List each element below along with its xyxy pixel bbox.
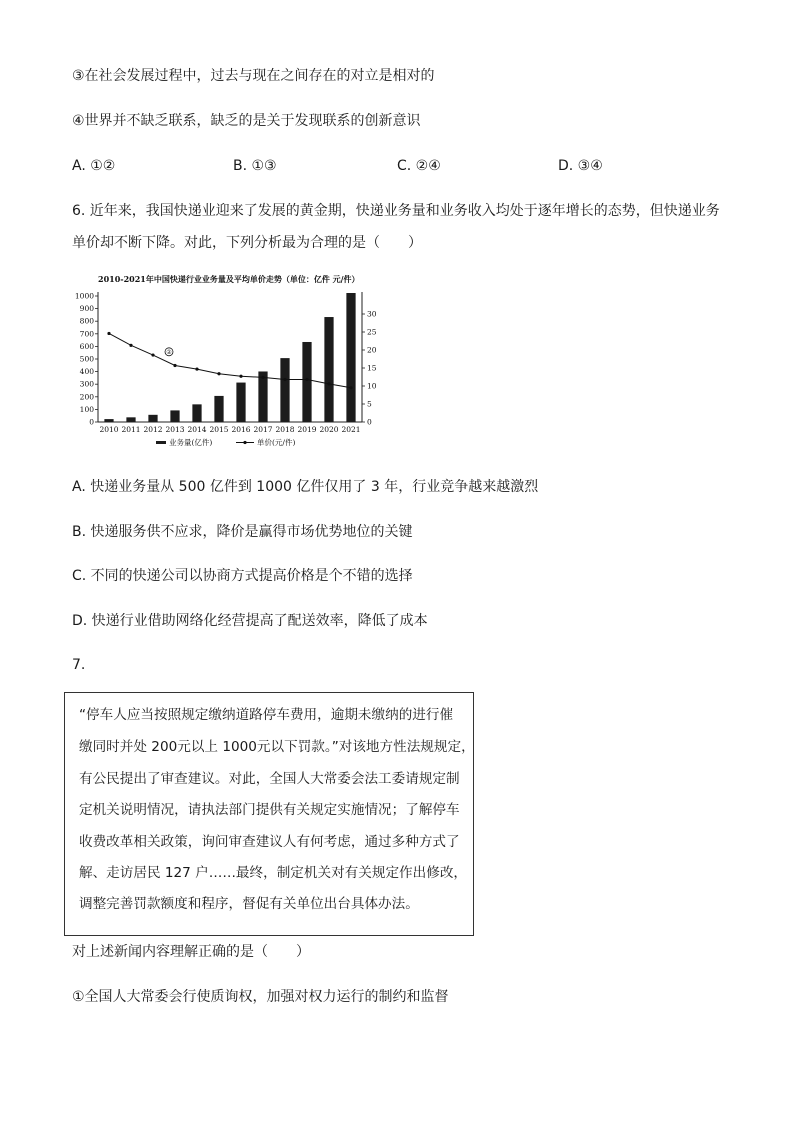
- y-right-tick-label: 25: [367, 327, 377, 337]
- x-tick-label: 2017: [253, 425, 273, 434]
- price-point: [173, 364, 176, 367]
- x-tick-label: 2015: [209, 425, 229, 434]
- q6-stem-line2: 单价却不断下降。对此，下列分析最为合理的是（ ）: [72, 235, 422, 251]
- price-point: [349, 386, 352, 389]
- q7-question: 对上述新闻内容理解正确的是（ ）: [72, 944, 310, 960]
- x-tick-label: 2016: [231, 425, 251, 434]
- price-point: [261, 376, 264, 379]
- price-point: [217, 372, 220, 375]
- x-tick-label: 2012: [143, 425, 163, 434]
- q6-option-b: B. 快递服务供不应求，降价是赢得市场优势地位的关键: [72, 524, 413, 540]
- q6-option-a: A. 快递业务量从 500 亿件到 1000 亿件仅用了 3 年，行业竞争越来越激烈: [72, 479, 539, 495]
- y-right-tick-label: 0: [367, 417, 372, 427]
- y-right-tick-label: 30: [367, 309, 377, 319]
- x-tick-label: 2018: [275, 425, 295, 434]
- y-left-tick-label: 800: [79, 316, 94, 326]
- q5-option-a: A. ①②: [72, 158, 116, 174]
- volume-bar: [236, 383, 245, 422]
- volume-bar: [148, 415, 157, 422]
- statement-3: ③在社会发展过程中，过去与现在之间存在的对立是相对的: [72, 68, 435, 84]
- q5-option-b: B. ①③: [233, 158, 277, 174]
- volume-bar: [126, 417, 135, 422]
- legend-bar-swatch: [156, 441, 166, 444]
- y-left-tick-label: 1000: [74, 291, 94, 301]
- y-left-tick-label: 500: [79, 354, 94, 364]
- q6-stem-line1: 6. 近年来，我国快递业迎来了发展的黄金期，快递业务量和业务收入均处于逐年增长的态势，但快递业务: [72, 203, 720, 219]
- price-point: [305, 378, 308, 381]
- price-point: [107, 332, 110, 335]
- q7-item-1: ①全国人大常委会行使质询权，加强对权力运行的制约和监督: [72, 989, 449, 1005]
- x-tick-label: 2014: [187, 425, 207, 434]
- volume-bar: [214, 396, 223, 422]
- price-point: [283, 378, 286, 381]
- legend-label-price: 单价(元/件): [257, 438, 296, 447]
- news-line: 解、走访居民 127 户……最终，制定机关对有关规定作出修改，: [79, 865, 468, 881]
- volume-bar: [258, 371, 267, 422]
- news-line: 有公民提出了审查建议。对此，全国人大常委会法工委请规定制: [79, 771, 460, 787]
- news-line: 调整完善罚款额度和程序，督促有关单位出台具体办法。: [79, 896, 419, 912]
- express-chart: [70, 266, 390, 458]
- volume-bar: [346, 293, 355, 422]
- y-left-tick-label: 0: [89, 417, 94, 427]
- x-tick-label: 2010: [99, 425, 119, 434]
- y-right-tick-label: 20: [367, 345, 377, 355]
- price-point: [239, 375, 242, 378]
- y-left-tick-label: 900: [79, 304, 94, 314]
- annotation-label: ②: [166, 349, 172, 357]
- y-right-tick-label: 5: [367, 399, 372, 409]
- y-left-tick-label: 200: [79, 392, 94, 402]
- q5-option-c: C. ②④: [397, 158, 441, 174]
- price-point: [327, 382, 330, 385]
- legend-label-volume: 业务量(亿件): [169, 438, 213, 447]
- q5-option-d: D. ③④: [558, 158, 603, 174]
- y-left-tick-label: 600: [79, 341, 94, 351]
- q6-option-d: D. 快递行业借助网络化经营提高了配送效率，降低了成本: [72, 613, 428, 629]
- y-right-tick-label: 10: [367, 381, 377, 391]
- statement-4: ④世界并不缺乏联系，缺乏的是关于发现联系的创新意识: [72, 113, 421, 129]
- volume-bar: [192, 404, 201, 422]
- volume-bar: [324, 317, 333, 422]
- price-point: [195, 367, 198, 370]
- x-tick-label: 2021: [341, 425, 361, 434]
- news-box: [64, 692, 474, 936]
- volume-bar: [302, 342, 311, 422]
- x-tick-label: 2011: [121, 425, 141, 434]
- legend-line-marker: [243, 441, 246, 444]
- y-left-tick-label: 400: [79, 367, 94, 377]
- news-line: 缴同时并处 200元以上 1000元以下罚款。”对该地方性法规规定，: [79, 739, 475, 755]
- y-left-tick-label: 700: [79, 329, 94, 339]
- price-point: [129, 344, 132, 347]
- volume-bar: [170, 410, 179, 422]
- x-tick-label: 2020: [319, 425, 339, 434]
- news-line: 收费改革相关政策，询问审查建议人有何考虑，通过多种方式了: [79, 834, 460, 850]
- y-right-tick-label: 15: [367, 363, 377, 373]
- q7-number: 7.: [72, 657, 86, 673]
- y-left-tick-label: 300: [79, 379, 94, 389]
- q6-option-c: C. 不同的快递公司以协商方式提高价格是个不错的选择: [72, 568, 413, 584]
- x-tick-label: 2013: [165, 425, 185, 434]
- x-tick-label: 2019: [297, 425, 317, 434]
- news-line: 定机关说明情况，请执法部门提供有关规定实施情况；了解停车: [79, 802, 460, 818]
- chart-title: 2010-2021年中国快递行业业务量及平均单价走势（单位：亿件 元/件）: [98, 274, 360, 284]
- y-left-tick-label: 100: [79, 404, 94, 414]
- news-line: “停车人应当按照规定缴纳道路停车费用，逾期未缴纳的进行催: [79, 707, 454, 723]
- price-point: [151, 353, 154, 356]
- price-series-line: [109, 333, 351, 387]
- volume-bar: [280, 358, 289, 422]
